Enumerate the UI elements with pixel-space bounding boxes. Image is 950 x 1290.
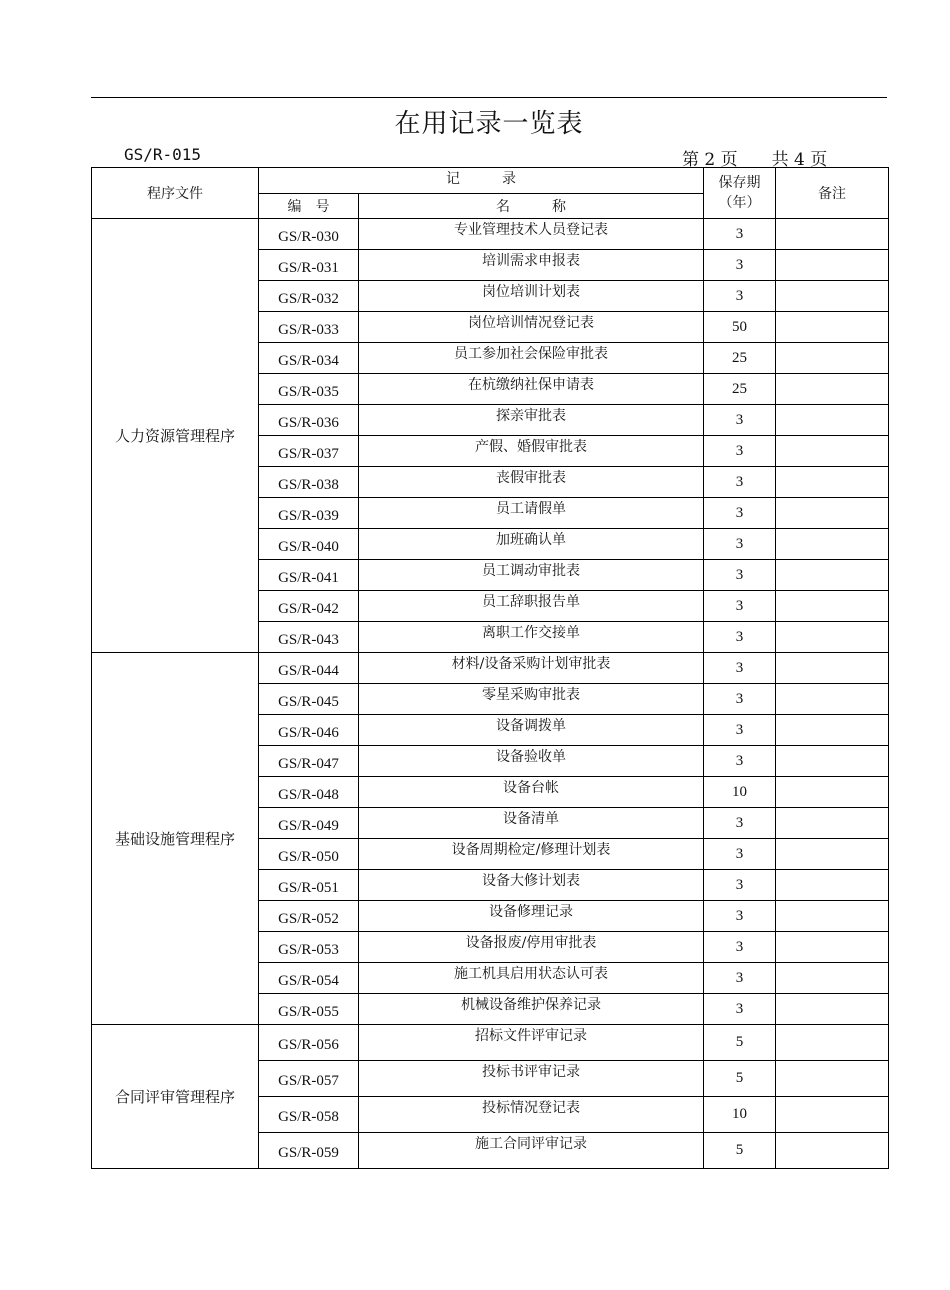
retention-years: 3 (704, 653, 776, 684)
record-name-text: 招标文件评审记录 (475, 1028, 587, 1044)
retention-years: 3 (704, 591, 776, 622)
record-code: GS/R-049 (259, 808, 359, 839)
header-retention (704, 168, 776, 219)
note-cell (776, 591, 889, 622)
note-cell (776, 250, 889, 281)
note-cell (776, 808, 889, 839)
table-row (92, 219, 889, 250)
note-cell (776, 343, 889, 374)
record-code: GS/R-037 (259, 436, 359, 467)
record-name-text: 设备清单 (503, 811, 559, 827)
record-name (359, 405, 704, 436)
retention-years: 50 (704, 312, 776, 343)
record-name-text: 专业管理技术人员登记表 (454, 222, 608, 238)
record-code: GS/R-048 (259, 777, 359, 808)
page-title: 在用记录一览表 (394, 109, 584, 139)
program-cell: 人力资源管理程序 (92, 219, 259, 653)
record-name-text: 投标情况登记表 (482, 1100, 580, 1116)
note-cell (776, 839, 889, 870)
record-name (359, 622, 704, 653)
note-cell (776, 1133, 889, 1169)
retention-years: 3 (704, 715, 776, 746)
note-cell (776, 1097, 889, 1133)
record-name (359, 808, 704, 839)
record-code: GS/R-058 (259, 1097, 359, 1133)
record-code: GS/R-031 (259, 250, 359, 281)
note-cell (776, 467, 889, 498)
record-code: GS/R-045 (259, 684, 359, 715)
record-code: GS/R-046 (259, 715, 359, 746)
table-row (92, 653, 889, 684)
retention-years: 3 (704, 560, 776, 591)
record-code: GS/R-057 (259, 1061, 359, 1097)
record-name (359, 250, 704, 281)
record-name-text: 产假、婚假审批表 (475, 439, 587, 455)
record-name (359, 839, 704, 870)
note-cell (776, 498, 889, 529)
record-name-text: 丧假审批表 (496, 470, 566, 486)
retention-years: 3 (704, 932, 776, 963)
record-code: GS/R-033 (259, 312, 359, 343)
note-cell (776, 994, 889, 1025)
note-cell (776, 405, 889, 436)
header-code: 编 号 (259, 194, 359, 219)
top-rule (91, 97, 887, 98)
record-name (359, 1133, 704, 1169)
record-name-text: 员工参加社会保险审批表 (454, 346, 608, 362)
retention-years: 10 (704, 1097, 776, 1133)
current-page-label: 第 2 页 (682, 150, 738, 170)
record-name-text: 岗位培训情况登记表 (468, 315, 594, 331)
record-code: GS/R-054 (259, 963, 359, 994)
program-cell: 合同评审管理程序 (92, 1025, 259, 1169)
record-name (359, 1025, 704, 1061)
retention-years: 3 (704, 994, 776, 1025)
record-code: GS/R-036 (259, 405, 359, 436)
note-cell (776, 560, 889, 591)
retention-years: 25 (704, 374, 776, 405)
record-code: GS/R-040 (259, 529, 359, 560)
note-cell (776, 653, 889, 684)
record-name (359, 870, 704, 901)
header-program: 程序文件 (92, 168, 259, 219)
record-name (359, 281, 704, 312)
retention-years: 3 (704, 467, 776, 498)
record-name (359, 560, 704, 591)
record-name (359, 994, 704, 1025)
retention-years: 3 (704, 839, 776, 870)
record-code: GS/R-042 (259, 591, 359, 622)
retention-years: 3 (704, 901, 776, 932)
record-code: GS/R-053 (259, 932, 359, 963)
record-name (359, 932, 704, 963)
retention-years: 3 (704, 281, 776, 312)
record-name-text: 零星采购审批表 (482, 687, 580, 703)
record-name-text: 施工机具启用状态认可表 (454, 966, 608, 982)
record-code: GS/R-052 (259, 901, 359, 932)
record-code: GS/R-032 (259, 281, 359, 312)
record-name-text: 材料/设备采购计划审批表 (451, 656, 611, 672)
header-record: 记 录 (259, 168, 704, 194)
retention-years: 5 (704, 1025, 776, 1061)
retention-years: 10 (704, 777, 776, 808)
record-code: GS/R-041 (259, 560, 359, 591)
total-pages-label: 共 4 页 (771, 150, 828, 170)
note-cell (776, 529, 889, 560)
record-code: GS/R-050 (259, 839, 359, 870)
record-name-text: 员工请假单 (496, 501, 566, 517)
retention-years: 5 (704, 1133, 776, 1169)
note-cell (776, 312, 889, 343)
record-name-text: 设备修理记录 (489, 904, 573, 920)
record-name-text: 探亲审批表 (496, 408, 566, 424)
record-code: GS/R-035 (259, 374, 359, 405)
record-name (359, 498, 704, 529)
records-table (91, 167, 889, 1169)
record-name-text: 机械设备维护保养记录 (461, 997, 601, 1013)
record-name (359, 436, 704, 467)
program-cell: 基础设施管理程序 (92, 653, 259, 1025)
note-cell (776, 777, 889, 808)
record-code: GS/R-044 (259, 653, 359, 684)
record-name (359, 219, 704, 250)
record-name-text: 设备报废/停用审批表 (465, 935, 597, 951)
retention-years: 3 (704, 250, 776, 281)
retention-years: 3 (704, 963, 776, 994)
retention-years: 25 (704, 343, 776, 374)
record-name-text: 加班确认单 (496, 532, 566, 548)
retention-years: 3 (704, 529, 776, 560)
record-name-text: 投标书评审记录 (482, 1064, 580, 1080)
note-cell (776, 963, 889, 994)
record-name (359, 591, 704, 622)
note-cell (776, 374, 889, 405)
note-cell (776, 870, 889, 901)
note-cell (776, 436, 889, 467)
header-note: 备注 (776, 168, 889, 219)
note-cell (776, 746, 889, 777)
note-cell (776, 715, 889, 746)
record-name (359, 653, 704, 684)
record-name (359, 374, 704, 405)
record-name-text: 施工合同评审记录 (475, 1136, 587, 1152)
record-name (359, 1061, 704, 1097)
retention-years: 3 (704, 622, 776, 653)
record-code: GS/R-043 (259, 622, 359, 653)
record-code: GS/R-039 (259, 498, 359, 529)
record-name-text: 设备验收单 (496, 749, 566, 765)
note-cell (776, 901, 889, 932)
header-name: 名 称 (359, 194, 704, 219)
record-name-text: 员工调动审批表 (482, 563, 580, 579)
record-name (359, 777, 704, 808)
note-cell (776, 1061, 889, 1097)
record-name-text: 岗位培训计划表 (482, 284, 580, 300)
record-name (359, 715, 704, 746)
note-cell (776, 622, 889, 653)
note-cell (776, 932, 889, 963)
record-name-text: 在杭缴纳社保申请表 (468, 377, 594, 393)
record-code: GS/R-030 (259, 219, 359, 250)
record-code: GS/R-055 (259, 994, 359, 1025)
retention-years: 3 (704, 498, 776, 529)
retention-years: 5 (704, 1061, 776, 1097)
record-name-text: 离职工作交接单 (482, 625, 580, 641)
record-name-text: 设备周期检定/修理计划表 (451, 842, 611, 858)
record-code: GS/R-059 (259, 1133, 359, 1169)
record-name (359, 963, 704, 994)
retention-years: 3 (704, 405, 776, 436)
record-name (359, 901, 704, 932)
retention-years: 3 (704, 684, 776, 715)
record-name-text: 设备大修计划表 (482, 873, 580, 889)
header-retention-label: 保存期（年） (718, 175, 761, 211)
record-name (359, 746, 704, 777)
record-code: GS/R-038 (259, 467, 359, 498)
note-cell (776, 281, 889, 312)
record-name (359, 684, 704, 715)
note-cell (776, 1025, 889, 1061)
table-row (92, 1025, 889, 1061)
note-cell (776, 219, 889, 250)
record-name-text: 员工辞职报告单 (482, 594, 580, 610)
retention-years: 3 (704, 436, 776, 467)
retention-years: 3 (704, 870, 776, 901)
record-code: GS/R-034 (259, 343, 359, 374)
record-code: GS/R-051 (259, 870, 359, 901)
record-name (359, 1097, 704, 1133)
record-name (359, 467, 704, 498)
record-name-text: 设备调拨单 (496, 718, 566, 734)
record-name (359, 312, 704, 343)
retention-years: 3 (704, 219, 776, 250)
record-name-text: 设备台帐 (503, 780, 559, 796)
record-name-text: 培训需求申报表 (482, 253, 580, 269)
record-name (359, 343, 704, 374)
note-cell (776, 684, 889, 715)
record-code: GS/R-056 (259, 1025, 359, 1061)
document-number: GS/R-015 (124, 145, 202, 164)
record-name (359, 529, 704, 560)
retention-years: 3 (704, 808, 776, 839)
retention-years: 3 (704, 746, 776, 777)
record-code: GS/R-047 (259, 746, 359, 777)
